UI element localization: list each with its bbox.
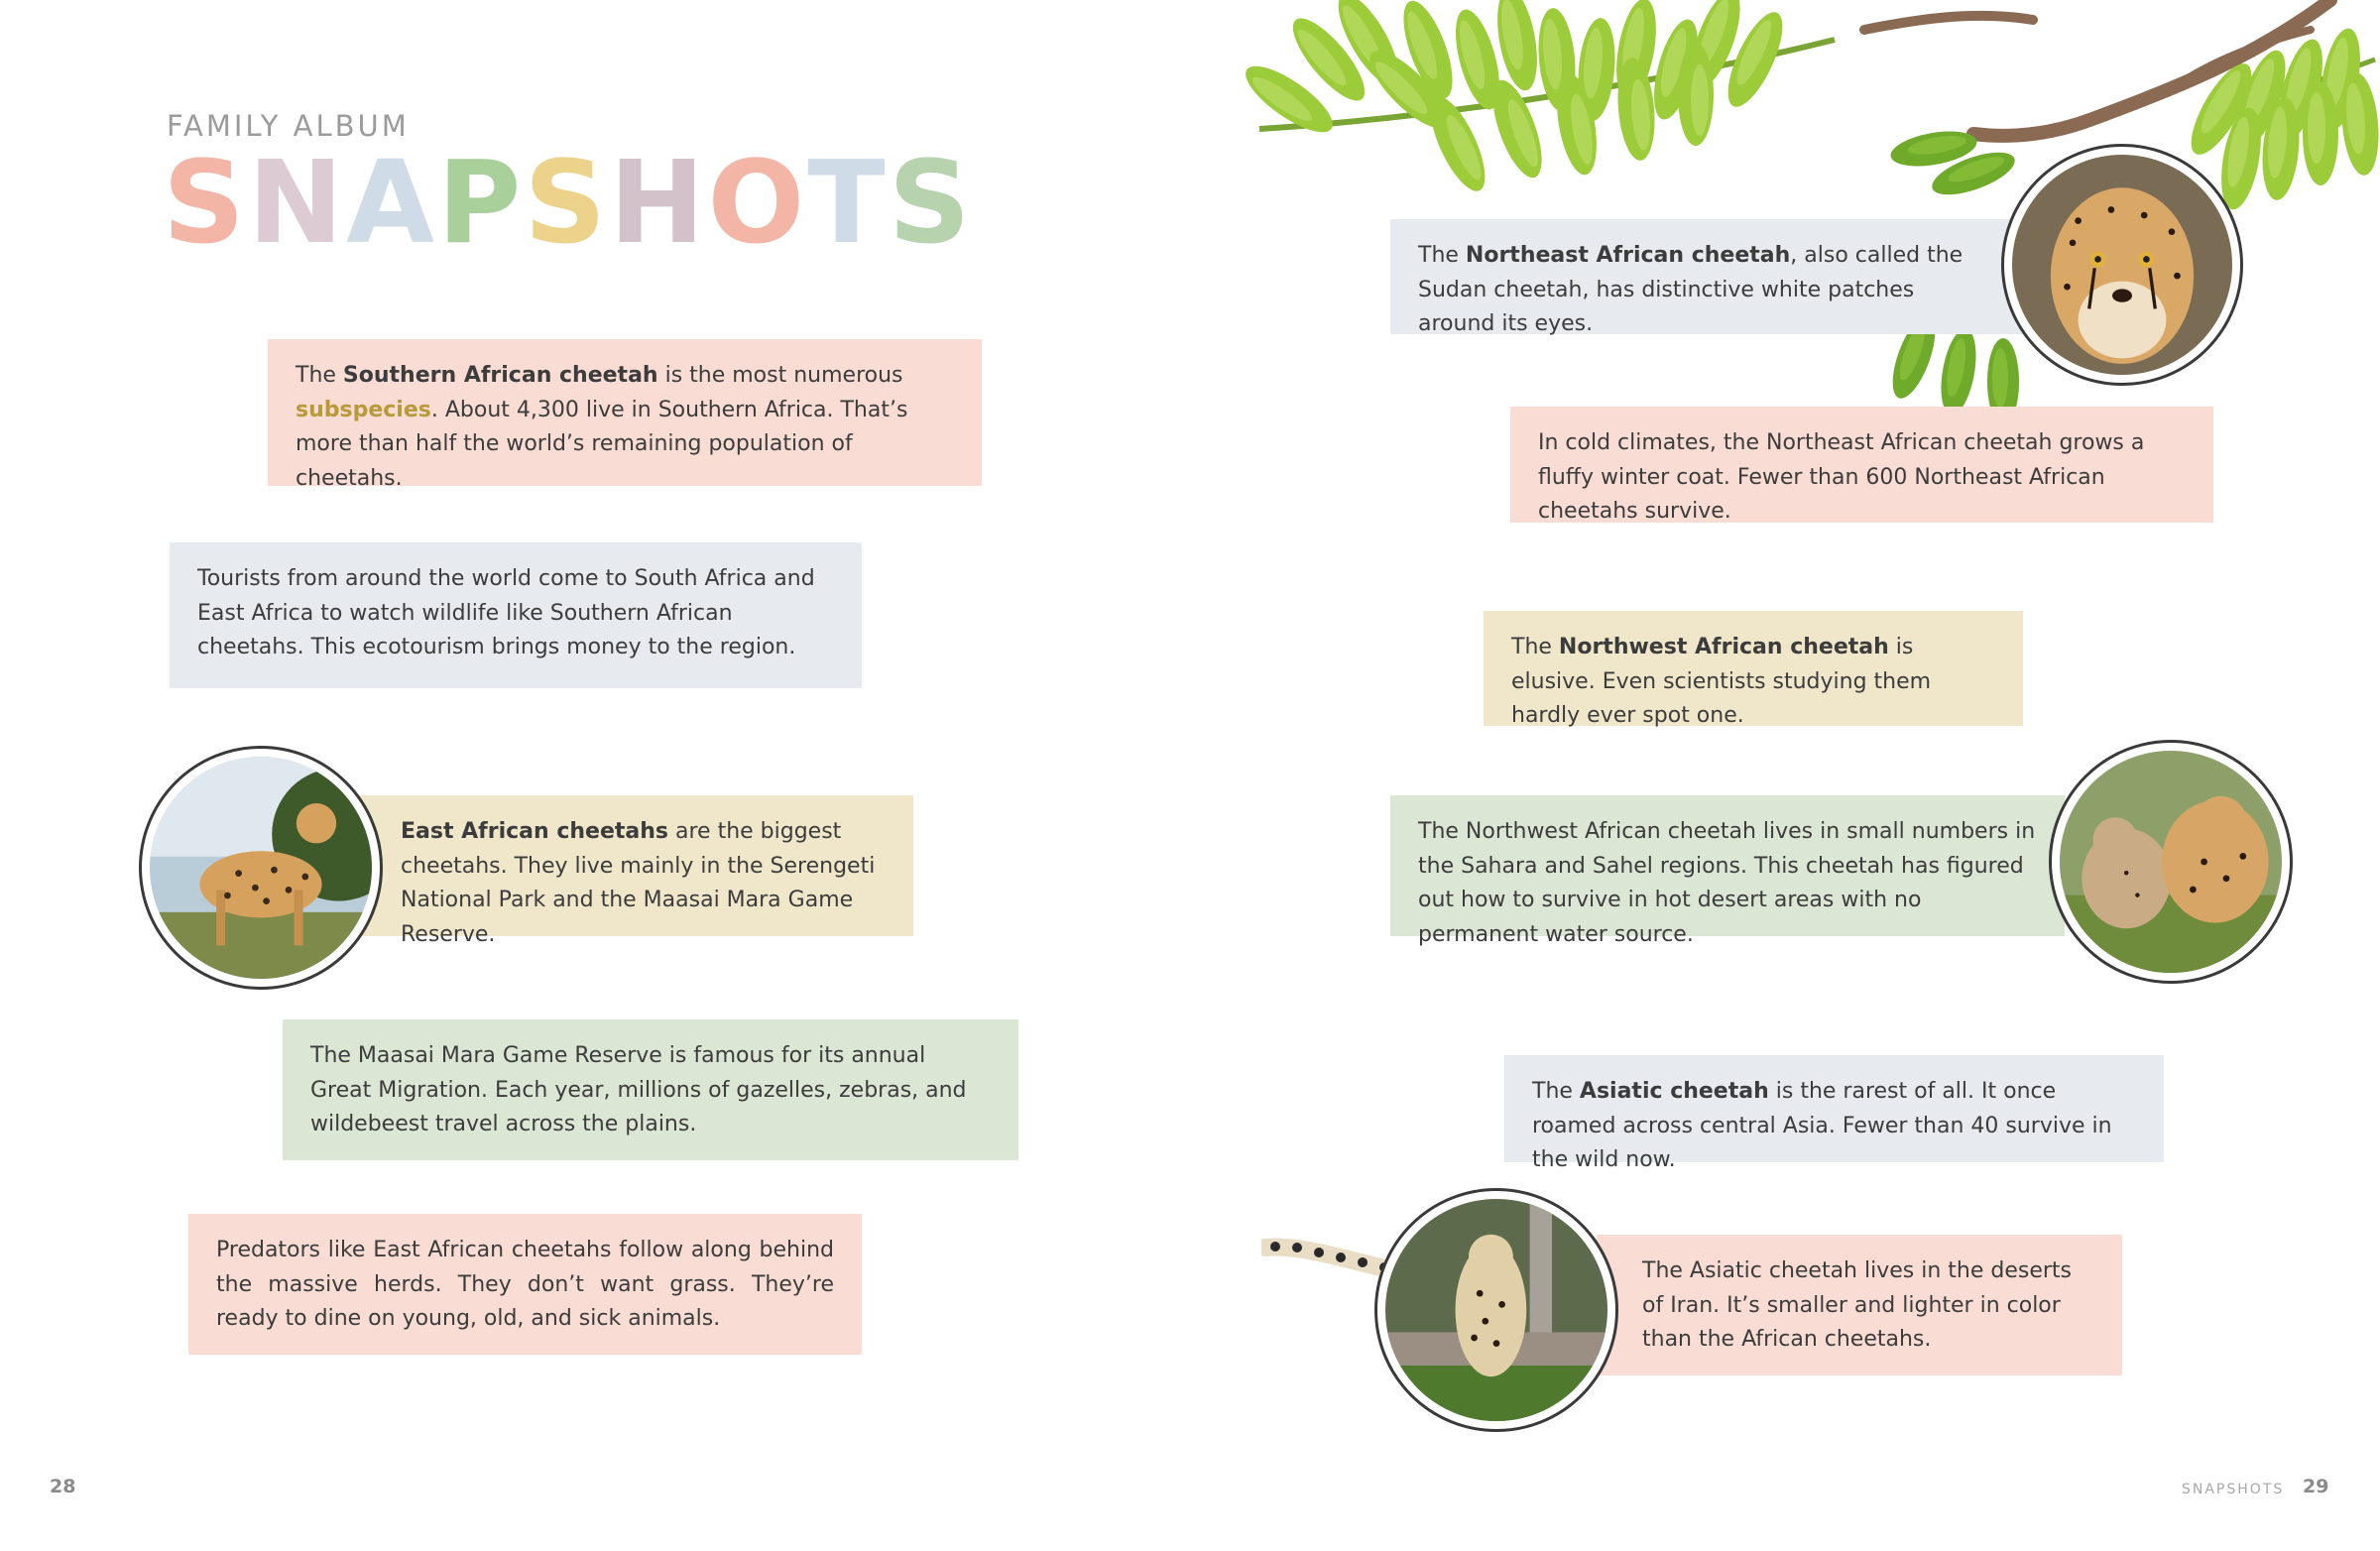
title-letter: T (807, 137, 889, 270)
title-letter: P (437, 137, 525, 270)
northeast-cheetah-box: The Northeast African cheetah, also called the Sudan cheetah, has distinctive white patches around its eyes. (1390, 219, 2025, 334)
title-letter: S (524, 137, 610, 270)
iran-box: The Asiatic cheetah lives in the deserts of Iran. It’s smaller and lighter in color than the African cheetahs. (1597, 1235, 2122, 1375)
title-letter: N (247, 137, 347, 270)
cheetah-image (150, 757, 372, 979)
cheetah-image (1385, 1199, 1607, 1421)
tourists-box: Tourists from around the world come to South Africa and East Africa to watch wildlife like Southern African cheetahs. This ecotourism brings money to the region. (170, 542, 862, 688)
cheetah-image (2060, 751, 2282, 973)
page-title (163, 137, 974, 270)
page-number-left: 28 (50, 1476, 76, 1497)
northwest-cheetah-box: The Northwest African cheetah is elusive. Even scientists studying them hardly ever spot one. (1484, 611, 2023, 726)
asiatic-cheetah-box: The Asiatic cheetah is the rarest of all. It once roamed across central Asia. Fewer than 40 survive in the wild now. (1504, 1055, 2164, 1162)
title-letter: S (163, 137, 248, 270)
sahara-sahel-box: The Northwest African cheetah lives in small numbers in the Sahara and Sahel regions. This cheetah has figured out how to survive in hot desert areas with no permanent water source. (1390, 795, 2065, 936)
cold-climates-box: In cold climates, the Northeast African cheetah grows a fluffy winter coat. Fewer than 600 Northeast African cheetahs survive. (1510, 407, 2213, 523)
title-letter: O (707, 137, 808, 270)
page-number-right: 29 (2303, 1476, 2329, 1497)
title-letter: S (888, 137, 974, 270)
east-african-box: East African cheetahs are the biggest cheetahs. They live mainly in the Serengeti National Park and the Maasai Mara Game Reserve. (357, 795, 913, 936)
maasai-mara-box: The Maasai Mara Game Reserve is famous for its annual Great Migration. Each year, millions of gazelles, zebras, and wildebeest travel across the plains. (283, 1019, 1018, 1160)
asiatic-cheetah-photo (1374, 1188, 1618, 1432)
east-african-cheetah-photo (139, 746, 383, 990)
northwest-cheetah-photo (2049, 740, 2293, 984)
southern-cheetah-box: The Southern African cheetah is the most numerous subspecies. About 4,300 live in Southern Africa. That’s more than half the world’s remaining population of cheetahs. (268, 339, 982, 486)
predators-box: Predators like East African cheetahs follow along behind the massive herds. They don’t want grass. They’re ready to dine on young, old, and sick animals. (188, 1214, 862, 1355)
title-letter: H (609, 137, 708, 270)
northeast-cheetah-photo (2001, 144, 2243, 386)
section-kicker: FAMILY ALBUM (167, 109, 410, 143)
glossary-term-link[interactable]: subspecies (296, 397, 431, 422)
title-letter: A (346, 137, 438, 270)
running-footer: SNAPSHOTS (2182, 1482, 2285, 1497)
cheetah-image (2012, 155, 2232, 375)
